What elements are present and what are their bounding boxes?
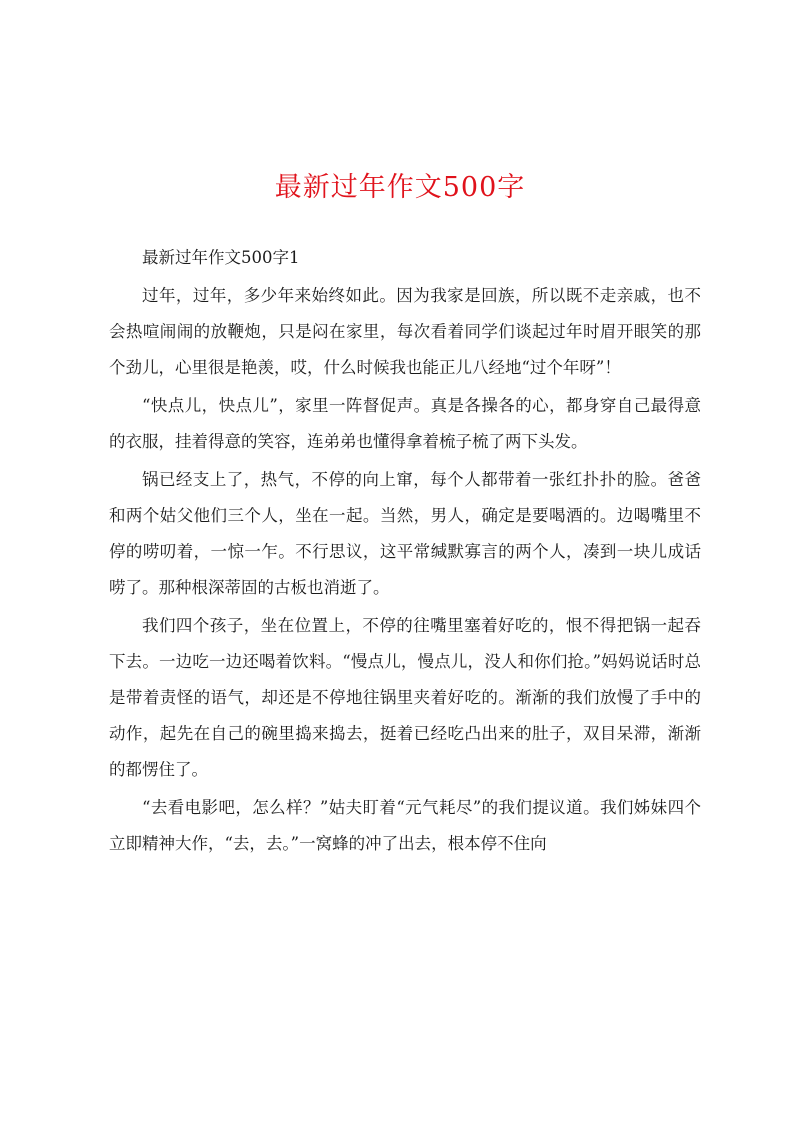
document-title: 最新过年作文500字 [274, 172, 526, 203]
document-body [109, 240, 701, 862]
paragraph: 锅已经支上了，热气，不停的向上窜，每个人都带着一张红扑扑的脸。爸爸和两个姑父他们三个人，坐在一起。当然，男人，确定是要喝酒的。边喝嘴里不停的唠叨着，一惊一乍。不行思议，这平常缄默寡言的两个人，凑到一块儿成话唠了。那种根深蒂固的古板也消逝了。 [109, 470, 701, 597]
paragraph: “去看电影吧，怎么样？”姑夫盯着“元气耗尽”的我们提议道。我们姊妹四个立即精神大作，“去，去。”一窝蜂的冲了出去，根本停不住向 [109, 798, 701, 853]
paragraph: “快点儿，快点儿”，家里一阵督促声。真是各操各的心，都身穿自己最得意的衣服，挂着得意的笑容，连弟弟也懂得拿着梳子梳了两下头发。 [109, 396, 701, 451]
paragraph: 过年，过年，多少年来始终如此。因为我家是回族，所以既不走亲戚，也不会热喧闹闹的放鞭炮，只是闷在家里，每次看着同学们谈起过年时眉开眼笑的那个劲儿，心里很是艳羡，哎，什么时候我也能正儿八经地“过个年呀”！ [109, 286, 701, 377]
section-heading: 最新过年作文500字1 [142, 248, 300, 267]
paragraph: 我们四个孩子，坐在位置上，不停的往嘴里塞着好吃的，恨不得把锅一起吞下去。一边吃一边还喝着饮料。“慢点儿，慢点儿，没人和你们抢。”妈妈说话时总是带着责怪的语气，却还是不停地往锅里夹着好吃的。渐渐的我们放慢了手中的动作，起先在自己的碗里捣来捣去，挺着已经吃凸出来的肚子，双目呆滞，渐渐的都愣住了。 [109, 616, 701, 779]
